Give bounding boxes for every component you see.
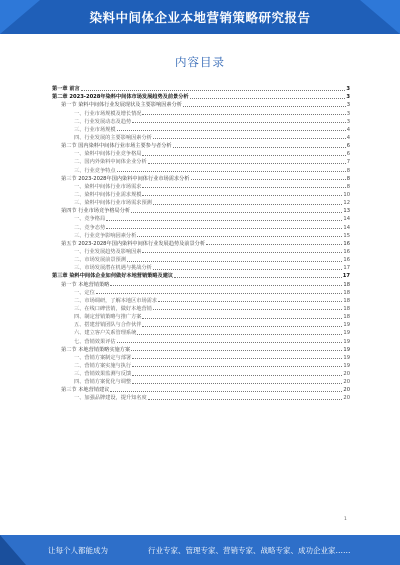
toc-leader-dots <box>142 318 342 319</box>
toc-entry-page: 3 <box>346 86 350 93</box>
toc-leader-dots <box>153 138 346 139</box>
toc-entry-text: 第五节 2023-2028年国内染料中间体行业发展趋势及前景分析 <box>61 240 206 247</box>
toc-entry-page: 13 <box>343 208 350 215</box>
toc-entry-page: 4 <box>346 134 350 141</box>
toc-entry-text: 一、染料中间体行业市场需求 <box>74 183 142 190</box>
toc-entry-text: 二、行业发展动态及趋势 <box>74 118 132 125</box>
toc-entry-page: 6 <box>346 151 350 158</box>
toc-entry-page: 19 <box>343 362 350 369</box>
toc-leader-dots <box>153 269 343 270</box>
toc-entry-page: 8 <box>346 175 350 182</box>
toc-leader-dots <box>110 285 342 286</box>
toc-leader-dots <box>183 106 346 107</box>
toc-leader-dots <box>174 277 342 278</box>
toc-entry-page: 20 <box>343 387 350 394</box>
toc-entry[interactable] <box>52 312 350 320</box>
toc-leader-dots <box>137 334 342 335</box>
toc-entry-page: 6 <box>346 143 350 150</box>
footer-slogan-right: 行业专家、管理专家、营销专家、战略专家、成功企业家…… <box>148 546 351 555</box>
toc-entry[interactable] <box>52 84 350 92</box>
toc-entry[interactable] <box>52 320 350 328</box>
toc-entry-text: 第三章 染料中间体企业如何做好本地营销策略及建议 <box>52 273 174 280</box>
toc-leader-dots <box>110 391 342 392</box>
toc-entry-page: 17 <box>342 273 350 280</box>
toc-entry[interactable] <box>52 255 350 263</box>
toc-entry[interactable] <box>52 345 350 353</box>
toc-leader-dots <box>153 309 343 310</box>
toc-entry-text: 六、建立客户关系管理系统 <box>74 330 137 337</box>
toc-entry-page: 18 <box>343 289 350 296</box>
toc-entry-page: 18 <box>343 281 350 288</box>
toc-leader-dots <box>96 293 343 294</box>
toc-entry-text: 第二章 2023-2028年染料中间体市场发展趋势及前景分析 <box>52 94 189 101</box>
toc-leader-dots <box>117 342 343 343</box>
toc-entry-page: 20 <box>343 371 350 378</box>
toc-entry[interactable] <box>52 385 350 393</box>
toc-entry[interactable] <box>52 222 350 230</box>
toc-entry-page: 7 <box>346 159 350 166</box>
toc-leader-dots <box>142 195 342 196</box>
toc-entry-text: 一、染料中间体行业竞争格局 <box>74 151 142 158</box>
toc-entry[interactable] <box>52 117 350 125</box>
toc-entry-text: 第三节 2023-2028年国内染料中间体行业市场需求分析 <box>61 175 190 182</box>
toc-entry-text: 三、在线口碑营销，做好本地营销 <box>74 305 152 312</box>
toc-entry-text: 二、市场发展前景预测 <box>74 257 126 264</box>
toc-entry-text: 第一节 染料中间体行业发展现状及主要影响因素分析 <box>61 102 182 109</box>
toc-leader-dots <box>117 171 346 172</box>
toc-entry[interactable] <box>52 141 350 149</box>
toc-entry[interactable] <box>52 206 350 214</box>
toc-entry-text: 三、行业竞争影响因素分析 <box>74 232 137 239</box>
toc-entry-text: 第一节 本地营销策略 <box>61 281 110 288</box>
toc-entry[interactable] <box>52 263 350 271</box>
toc-entry[interactable] <box>52 279 350 287</box>
toc-leader-dots <box>142 187 345 188</box>
toc-entry-page: 19 <box>343 338 350 345</box>
toc-entry-page: 19 <box>343 322 350 329</box>
toc-entry-page: 19 <box>343 354 350 361</box>
toc-entry[interactable] <box>52 149 350 157</box>
toc-entry-page: 14 <box>343 224 350 231</box>
toc-entry[interactable] <box>52 247 350 255</box>
toc-entry-page: 18 <box>343 314 350 321</box>
toc-entry-text: 二、竞争态势 <box>74 224 106 231</box>
toc-entry-text: 二、国内外染料中间体企业分析 <box>74 159 147 166</box>
toc-entry[interactable] <box>52 231 350 239</box>
toc-leader-dots <box>106 220 342 221</box>
toc-entry[interactable] <box>52 336 350 344</box>
toc-entry[interactable] <box>52 288 350 296</box>
toc-leader-dots <box>132 358 342 359</box>
toc-entry-page: 18 <box>343 297 350 304</box>
toc-leader-dots <box>131 212 342 213</box>
page-header <box>0 0 400 34</box>
toc-entry[interactable] <box>52 214 350 222</box>
toc-entry[interactable] <box>52 304 350 312</box>
toc-entry[interactable] <box>52 271 350 279</box>
toc-entry-page: 4 <box>346 126 350 133</box>
toc-entry-text: 三、市场发展潜在机遇与挑战分析 <box>74 265 152 272</box>
toc-entry[interactable] <box>52 165 350 173</box>
toc-leader-dots <box>132 122 346 123</box>
toc-entry-text: 第三节 本地营销建议 <box>61 387 110 394</box>
toc-entry-page: 3 <box>346 110 350 117</box>
footer-slogan-left: 让每个人都能成为 <box>48 546 108 555</box>
toc-leader-dots <box>132 375 342 376</box>
table-of-contents <box>52 84 350 401</box>
toc-entry[interactable] <box>52 92 350 100</box>
toc-heading: 内容目录 <box>175 55 225 69</box>
toc-entry-page: 19 <box>343 330 350 337</box>
toc-entry-text: 四、营销方案优化与调整 <box>74 379 132 386</box>
report-title: 染料中间体企业本地营销策略研究报告 <box>89 10 311 25</box>
toc-entry-page: 20 <box>343 379 350 386</box>
toc-entry-page: 16 <box>343 248 350 255</box>
toc-leader-dots <box>148 163 346 164</box>
toc-entry-page: 15 <box>343 232 350 239</box>
toc-leader-dots <box>142 155 345 156</box>
page-footer <box>0 535 400 565</box>
toc-entry-page: 14 <box>343 216 350 223</box>
toc-leader-dots <box>117 130 346 131</box>
toc-entry-text: 二、市场调研，了解本地区市场需求 <box>74 297 158 304</box>
toc-leader-dots <box>191 179 346 180</box>
toc-leader-dots <box>206 244 342 245</box>
toc-leader-dots <box>142 114 345 115</box>
toc-entry-text: 二、营销方案实施与执行 <box>74 362 132 369</box>
toc-entry-page: 18 <box>343 305 350 312</box>
toc-entry[interactable] <box>52 125 350 133</box>
toc-leader-dots <box>131 350 342 351</box>
toc-leader-dots <box>106 228 342 229</box>
toc-entry-text: 第一章 前言 <box>52 86 80 93</box>
toc-leader-dots <box>132 383 342 384</box>
toc-entry[interactable] <box>52 239 350 247</box>
toc-leader-dots <box>142 252 342 253</box>
toc-entry-page: 16 <box>343 240 350 247</box>
toc-entry-page: 12 <box>343 200 350 207</box>
toc-entry-page: 8 <box>346 167 350 174</box>
toc-entry-page: 19 <box>343 346 350 353</box>
toc-entry-text: 三、行业市场规模 <box>74 126 116 133</box>
toc-leader-dots <box>190 98 346 99</box>
toc-leader-dots <box>173 147 346 148</box>
toc-entry[interactable] <box>52 328 350 336</box>
toc-leader-dots <box>132 366 342 367</box>
toc-entry-page: 3 <box>346 102 350 109</box>
toc-entry[interactable] <box>52 182 350 190</box>
toc-entry[interactable] <box>52 108 350 116</box>
toc-entry[interactable] <box>52 133 350 141</box>
toc-entry-text: 三、行业竞争特点 <box>74 167 116 174</box>
toc-entry-text: 三、染料中间体行业市场需求预测 <box>74 200 152 207</box>
toc-entry-text: 四、行业发展的主要影响因素分析 <box>74 134 152 141</box>
toc-entry[interactable] <box>52 198 350 206</box>
toc-entry-text: 三、营销效果监测与反馈 <box>74 371 132 378</box>
toc-leader-dots <box>142 326 342 327</box>
toc-entry-text: 第四节 行业市场竞争格局分析 <box>61 208 131 215</box>
toc-entry[interactable] <box>52 353 350 361</box>
toc-entry-text: 七、营销效果评估 <box>74 338 116 345</box>
toc-leader-dots <box>153 204 343 205</box>
toc-entry-text: 二、染料中间体行业需求规模 <box>74 191 142 198</box>
toc-entry-page: 3 <box>346 94 350 101</box>
toc-leader-dots <box>137 236 342 237</box>
toc-entry-page: 3 <box>346 118 350 125</box>
toc-leader-dots <box>81 90 346 91</box>
toc-entry-text: 四、制定营销策略与推广方案 <box>74 314 142 321</box>
toc-entry-page: 16 <box>343 257 350 264</box>
toc-entry[interactable] <box>52 361 350 369</box>
toc-entry-text: 一、行业发展趋势及影响因素 <box>74 248 142 255</box>
page-number: 1 <box>344 517 347 522</box>
toc-entry-text: 一、竞争格局 <box>74 216 106 223</box>
toc-entry-text: 第二节 本地营销策略实施方案 <box>61 346 131 353</box>
toc-entry-text: 第二节 国内染料中间体行业市场主要参与者分析 <box>61 143 172 150</box>
footer-decoration <box>0 535 26 565</box>
toc-entry[interactable] <box>52 296 350 304</box>
toc-entry-page: 10 <box>343 191 350 198</box>
toc-entry[interactable] <box>52 393 350 401</box>
toc-entry-text: 一、加强品牌建设，提升知名度 <box>74 395 147 402</box>
toc-leader-dots <box>148 399 343 400</box>
toc-entry[interactable] <box>52 174 350 182</box>
toc-entry-page: 20 <box>343 395 350 402</box>
toc-entry[interactable] <box>52 369 350 377</box>
toc-entry-text: 五、搭建营销团队与合作伙伴 <box>74 322 142 329</box>
toc-entry[interactable] <box>52 157 350 165</box>
toc-entry[interactable] <box>52 100 350 108</box>
toc-entry-text: 一、营销方案制定与部署 <box>74 354 132 361</box>
toc-entry-page: 8 <box>346 183 350 190</box>
toc-entry[interactable] <box>52 190 350 198</box>
toc-entry[interactable] <box>52 377 350 385</box>
toc-entry-page: 17 <box>343 265 350 272</box>
toc-leader-dots <box>127 261 343 262</box>
toc-leader-dots <box>158 301 342 302</box>
toc-entry-text: 一、行业市场规模及增长情况 <box>74 110 142 117</box>
toc-entry-text: 一、定位 <box>74 289 95 296</box>
